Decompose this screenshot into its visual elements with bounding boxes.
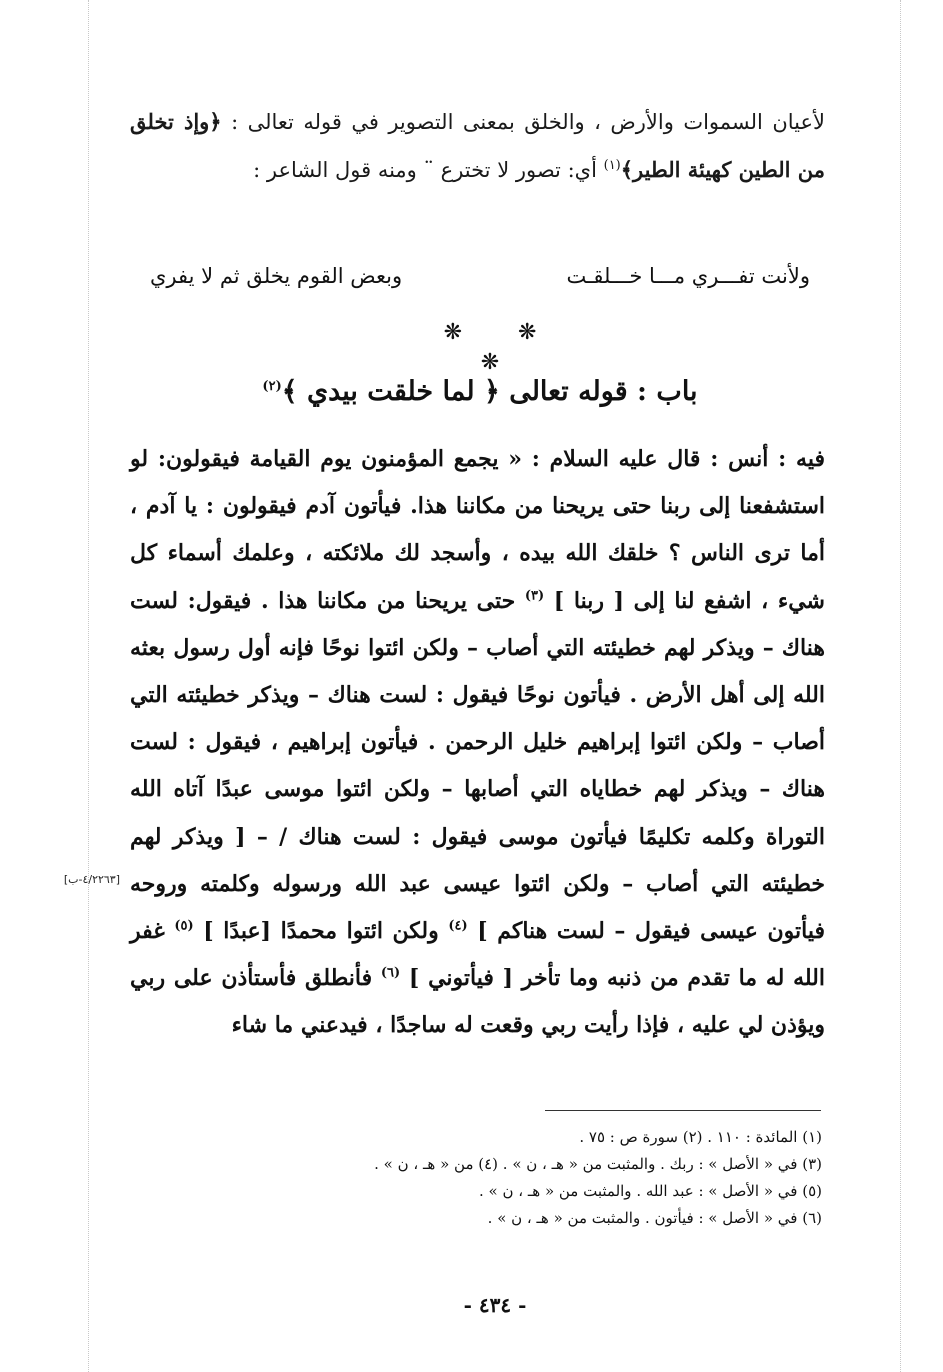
- footnote-line: (١) المائدة : ١١٠ . (٢) سورة ص : ٧٥ .: [579, 1128, 822, 1146]
- footnote-ref-5: (٥): [174, 918, 194, 934]
- footnote-line: (٥) في « الأصل » : عبد الله . والمثبت من « هـ ، ن » .: [479, 1182, 822, 1200]
- poetry-verse: [150, 252, 810, 300]
- scan-edge-dotted-line-right: [900, 0, 901, 1372]
- intro-text-1: لأعيان السموات والأرض ، والخلق بمعنى التصوير في قوله تعالى :: [221, 110, 826, 134]
- hadith-part-1: فيه : أنس : قال عليه السلام : « يجمع المؤمنون يوم القيامة فيقولون: لو استشفعنا إلى ربنا حتى يريحنا من مكاننا هذا. فيأتون آدم فيقولون : يا آدم ، أما ترى الناس ؟ خلقك الله بيده ، وأسجد لك ملائكته ، وعلمك أسماء كل شيء ، اشفع لنا إلى [ ربنا ]: [130, 446, 825, 614]
- intro-text-2: أي: تصور لا تخترع ¨ ومنه قول الشاعر :: [253, 158, 604, 182]
- hadith-part-4: غفر الله له ما تقدم من ذنبه وما تأخر [ فيأتوني ]: [130, 918, 825, 992]
- intro-paragraph: [130, 98, 825, 194]
- hadith-part-3: ولكن ائتوا محمدًا [عبدًا ]: [193, 918, 449, 945]
- verse-hemistich-1: ولأنت تفـــري مـــا خـــلقـت: [566, 264, 810, 288]
- hadith-part-2: حتى يريحنا من مكاننا هذا . فيقول: لست هناك – ويذكر لهم خطيئته التي أصاب – ولكن ائتوا نوحًا فإنه أول رسول بعثه الله إلى أهل الأرض . فيأتون نوحًا فيقول : لست هناك – ويذكر خطيئته التي أصاب – ولكن ائتوا إبراهيم خليل الرحمن . فيأتون إبراهيم ، فيقول : لست هناك – ويذكر لهم خطاياه التي أصابها – ولكن ائتوا موسى عبدًا آتاه الله التوراة وكلمه تكليمًا فيأتون موسى فيقول : لست هناك / – [ ويذكر لهم خطيئته التي أصاب – ولكن ائتوا عيسى عبد الله ورسوله وكلمته وروحه فيأتون عيسى فيقول – لست هناكم ]: [130, 587, 825, 945]
- hadith-text: [130, 436, 825, 1050]
- divider-star-icon: ❋: [480, 350, 500, 375]
- page-number: - ٤٣٤ -: [463, 1293, 527, 1317]
- manuscript-folio-note: [٤/٢٢٦٣-ب]: [63, 873, 120, 886]
- footnote-ref-3: (٣): [524, 588, 545, 604]
- scan-edge-dotted-line-left: [88, 0, 89, 1372]
- chapter-heading-text: باب : قوله تعالى ﴿ لما خلقت بيدي ﴾: [281, 376, 698, 407]
- footnote-ref-4: (٤): [448, 918, 468, 934]
- footnote-separator: [545, 1110, 821, 1111]
- divider-star-icon: ❋: [518, 320, 537, 345]
- hadith-part-5: فأنطلق فأستأذن على ربي ويؤذن لي عليه ، فإذا رأيت ربي وقعت له ساجدًا ، فيدعني ما شاء: [130, 965, 825, 1039]
- footnotes: [150, 1124, 822, 1232]
- footnote-line: (٣) في « الأصل » : ربك . والمثبت من « هـ ، ن » . (٤) من « هـ ، ن » .: [374, 1155, 822, 1173]
- divider-star-icon: ❋: [443, 320, 462, 345]
- footnote-ref-6: (٦): [380, 965, 401, 981]
- footnote-line: (٦) في « الأصل » : فيأتون . والمثبت من « هـ ، ن » .: [487, 1209, 822, 1227]
- footnote-ref-2: (٢): [262, 379, 282, 394]
- quran-quote: ﴿وإذ تخلق من الطين كهيئة الطير﴾: [130, 109, 825, 182]
- verse-hemistich-2: وبعض القوم يخلق ثم لا يفري: [150, 264, 403, 288]
- chapter-heading: [200, 366, 760, 418]
- footnote-ref-1: (١): [603, 158, 621, 173]
- section-divider: [380, 318, 600, 375]
